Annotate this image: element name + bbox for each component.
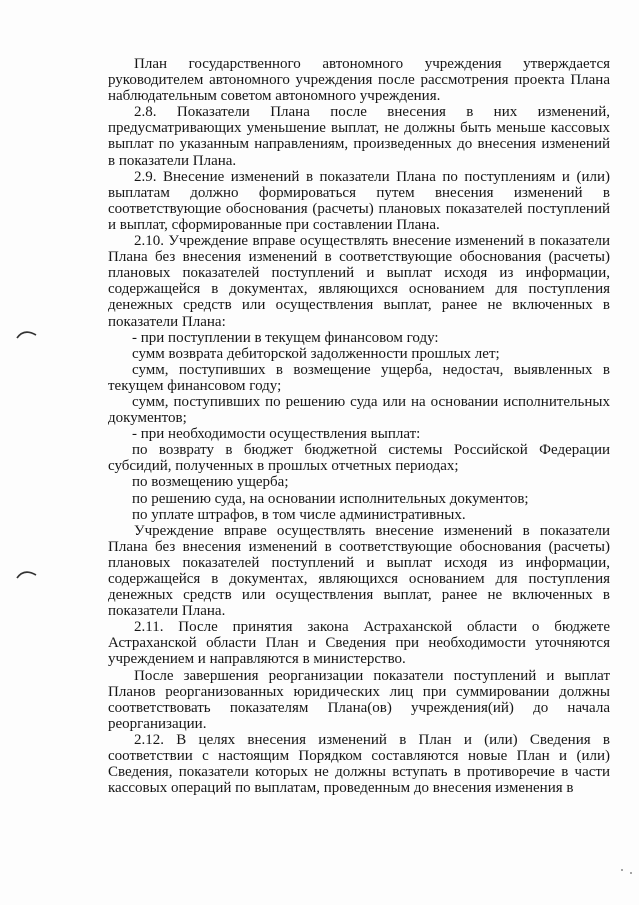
list-item: сумм возврата дебиторской задолженности прошлых лет;	[132, 345, 500, 362]
paragraph-2-8: 2.8. Показатели Плана после внесения в них изменений, предусматривающих уменьшение выплат, не должны быть меньше кассовых выплат по указанным направлениям, произведенных до внесения изменений в показатели Плана.	[108, 104, 610, 169]
paragraph-2-12: 2.12. В целях внесения изменений в План и (или) Сведения в соответствии с настоящим Порядком составляются новые План и (или) Сведения, показатели которых не должны вступать в противоречие в части кассовых операций по выплатам, проведенным до внесения изменения в	[108, 731, 610, 797]
list-item: сумм, поступивших в возмещение ущерба, недостач, выявленных в текущем финансовом году;	[108, 361, 610, 394]
paragraph-changes-without-justification: Учреждение вправе осуществлять внесение изменений в показатели Плана без внесения изменений в соответствующие обоснования (расчеты) плановых показателей поступлений и выплат исходя из информации, содержащейся в документах, являющихся основанием для поступления денежных средств или осуществления выплат, ранее не включенных в показатели Плана.	[108, 522, 610, 620]
margin-punch-mark-icon	[16, 568, 38, 580]
paragraph-2-10: 2.10. Учреждение вправе осуществлять внесение изменений в показатели Плана без внесения изменений в соответствующие обоснования (расчеты) плановых показателей поступлений и выплат исходя из информации, содержащейся в документах, являющихся основанием для поступления денежных средств или осуществления выплат, ранее не включенных в показатели Плана:	[108, 233, 610, 330]
list-item: по уплате штрафов, в том числе административных.	[132, 506, 466, 523]
list-item: сумм, поступивших по решению суда или на основании исполнительных документов;	[108, 393, 610, 427]
scan-speck	[621, 869, 623, 871]
list-heading-receipts: - при поступлении в текущем финансовом году:	[132, 329, 439, 346]
paragraph-2-11: 2.11. После принятия закона Астраханской области о бюджете Астраханской области План и Сведения при необходимости уточняются учреждением и направляются в министерство.	[108, 619, 610, 668]
paragraph-plan-approval: План государственного автономного учреждения утверждается руководителем автономного учреждения после рассмотрения проекта Плана наблюдательным советом автономного учреждения.	[108, 56, 610, 105]
list-item: по возврату в бюджет бюджетной системы Российской Федерации субсидий, полученных в прошлых отчетных периодах;	[108, 442, 610, 475]
list-heading-payments: - при необходимости осуществления выплат:	[132, 426, 421, 443]
list-item: по возмещению ущерба;	[132, 474, 289, 491]
margin-punch-mark-icon	[16, 328, 38, 340]
paragraph-2-9: 2.9. Внесение изменений в показатели Плана по поступлениям и (или) выплатам должно формироваться путем внесения изменений в соответствующие обоснования (расчеты) плановых показателей поступлений и выплат, сформированные при составлении Плана.	[108, 168, 610, 233]
scan-speck	[630, 872, 632, 874]
document-body	[108, 56, 610, 796]
paragraph-reorganization: После завершения реорганизации показатели поступлений и выплат Планов реорганизованных юридических лиц при суммировании должны соответствовать показателям Плана(ов) учреждения(ий) до начала реорганизации.	[108, 667, 610, 732]
list-item: по решению суда, на основании исполнительных документов;	[132, 490, 529, 507]
